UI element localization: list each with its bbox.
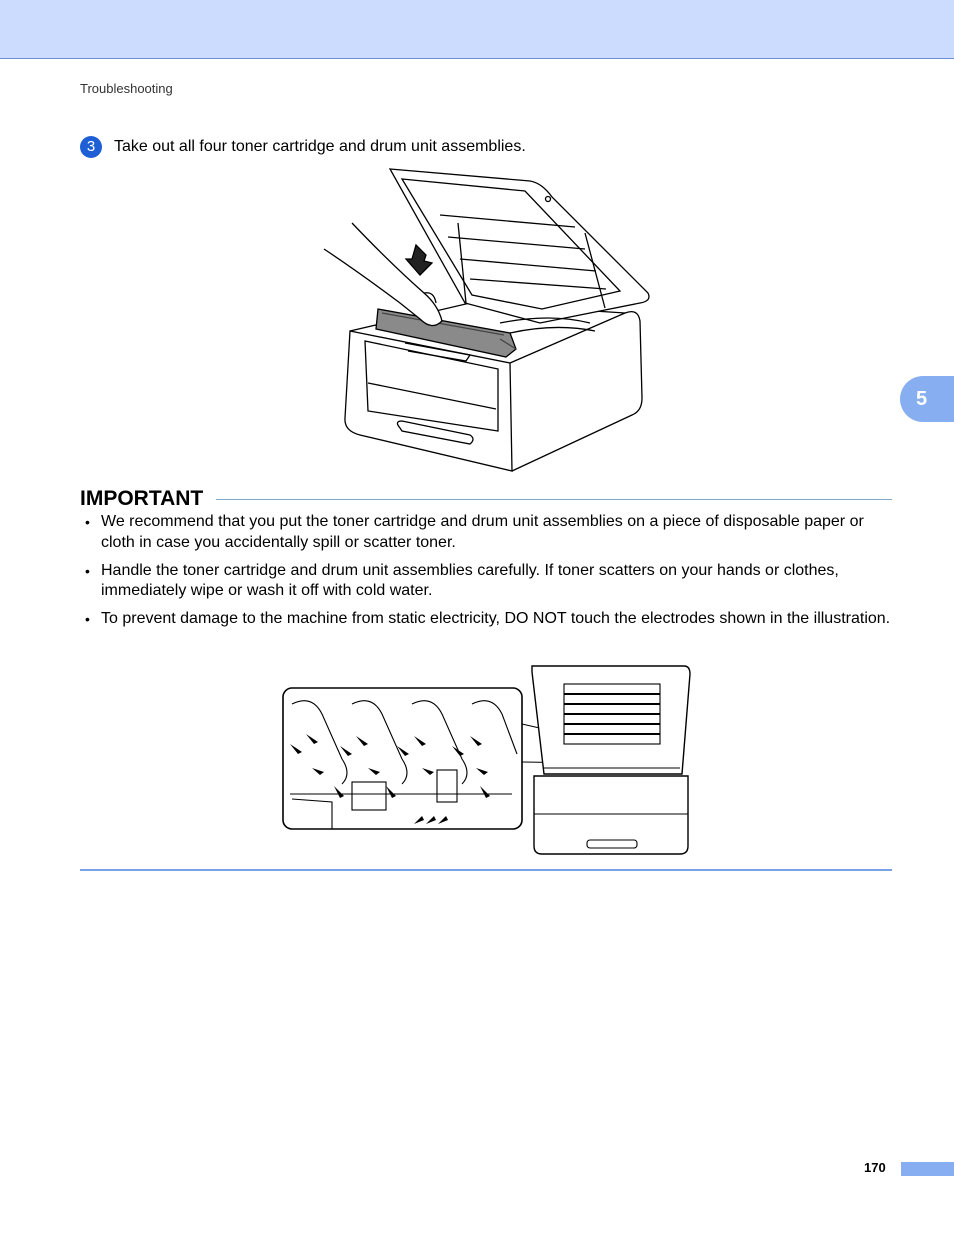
bullet-icon: • [85, 562, 90, 579]
list-item [80, 561, 895, 602]
running-head: Troubleshooting [80, 81, 173, 96]
bullet-icon: • [85, 611, 90, 627]
electrode-warning-illustration [282, 664, 694, 858]
page-number-tab [901, 1162, 954, 1176]
page-number: 170 [864, 1160, 886, 1175]
bullet-text: To prevent damage to the machine from static electricity, DO NOT touch the electrodes shown in the illustration. [101, 610, 891, 627]
list-item [80, 512, 895, 553]
printer-cartridge-removal-illustration [320, 163, 650, 475]
important-divider [216, 499, 892, 500]
important-heading: IMPORTANT [80, 487, 204, 510]
bullet-text: We recommend that you put the toner cartridge and drum unit assemblies on a piece of disposable paper or cloth in case you accidentally spill or scatter toner. [101, 513, 864, 551]
bullet-icon: • [85, 514, 90, 530]
important-list [80, 512, 895, 637]
bullet-text: Handle the toner cartridge and drum unit assemblies carefully. If toner scatters on your hands or clothes, immediately wipe or wash it off with cold water. [101, 561, 839, 599]
chapter-tab: 5 [900, 376, 954, 422]
section-end-rule [80, 869, 892, 871]
step-number-badge: 3 [80, 136, 102, 158]
header-band [0, 0, 954, 59]
step-instruction: Take out all four toner cartridge and drum unit assemblies. [114, 138, 526, 155]
list-item [80, 609, 895, 630]
